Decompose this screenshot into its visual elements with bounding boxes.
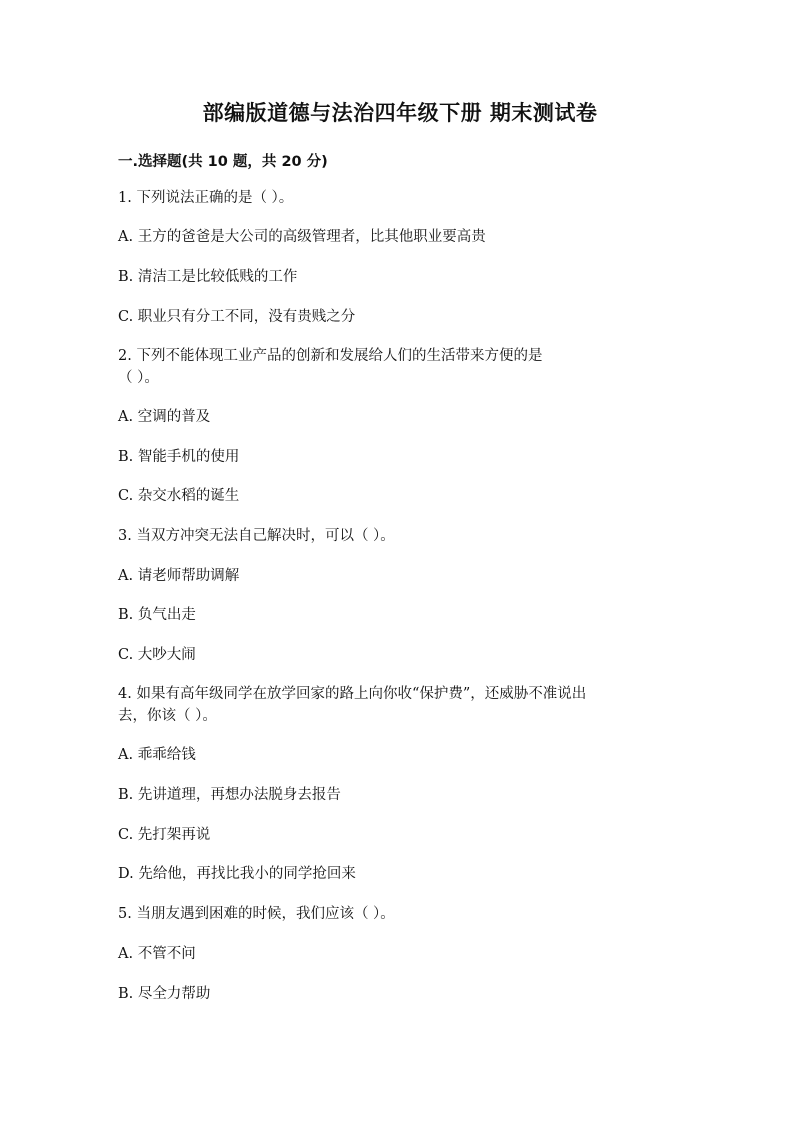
question-1-option-c: C. 职业只有分工不同，没有贵贱之分 <box>118 309 356 325</box>
question-2-stem-line1: 2. 下列不能体现工业产品的创新和发展给人们的生活带来方便的是 <box>118 348 543 364</box>
question-4-option-b: B. 先讲道理，再想办法脱身去报告 <box>118 787 341 803</box>
question-3-stem: 3. 当双方冲突无法自己解决时，可以（ ）。 <box>118 528 395 544</box>
question-1-option-b: B. 清洁工是比较低贱的工作 <box>118 269 298 285</box>
question-5-option-a: A. 不管不问 <box>118 946 196 962</box>
question-2-stem-line2: （ ）。 <box>118 370 159 386</box>
question-4-option-c: C. 先打架再说 <box>118 827 211 843</box>
question-4-stem-line1: 4. 如果有高年级同学在放学回家的路上向你收“保护费”，还威胁不准说出 <box>118 686 587 702</box>
section-heading: 一.选择题(共 10 题，共 20 分) <box>118 154 328 170</box>
question-4-option-a: A. 乖乖给钱 <box>118 747 196 763</box>
question-5-option-b: B. 尽全力帮助 <box>118 986 211 1002</box>
question-3-option-a: A. 请老师帮助调解 <box>118 568 240 584</box>
question-2-option-b: B. 智能手机的使用 <box>118 449 240 465</box>
question-2-option-a: A. 空调的普及 <box>118 409 211 425</box>
question-1-stem: 1. 下列说法正确的是（ ）。 <box>118 190 294 206</box>
question-4-option-d: D. 先给他，再找比我小的同学抢回来 <box>118 866 356 882</box>
question-3-option-b: B. 负气出走 <box>118 607 196 623</box>
question-4-stem-line2: 去，你该（ ）。 <box>118 708 217 724</box>
question-2-option-c: C. 杂交水稻的诞生 <box>118 488 240 504</box>
question-5-stem: 5. 当朋友遇到困难的时候，我们应该（ ）。 <box>118 906 395 922</box>
page-title: 部编版道德与法治四年级下册 期末测试卷 <box>202 101 598 125</box>
question-3-option-c: C. 大吵大闹 <box>118 647 196 663</box>
question-1-option-a: A. 王方的爸爸是大公司的高级管理者，比其他职业要高贵 <box>118 229 486 245</box>
